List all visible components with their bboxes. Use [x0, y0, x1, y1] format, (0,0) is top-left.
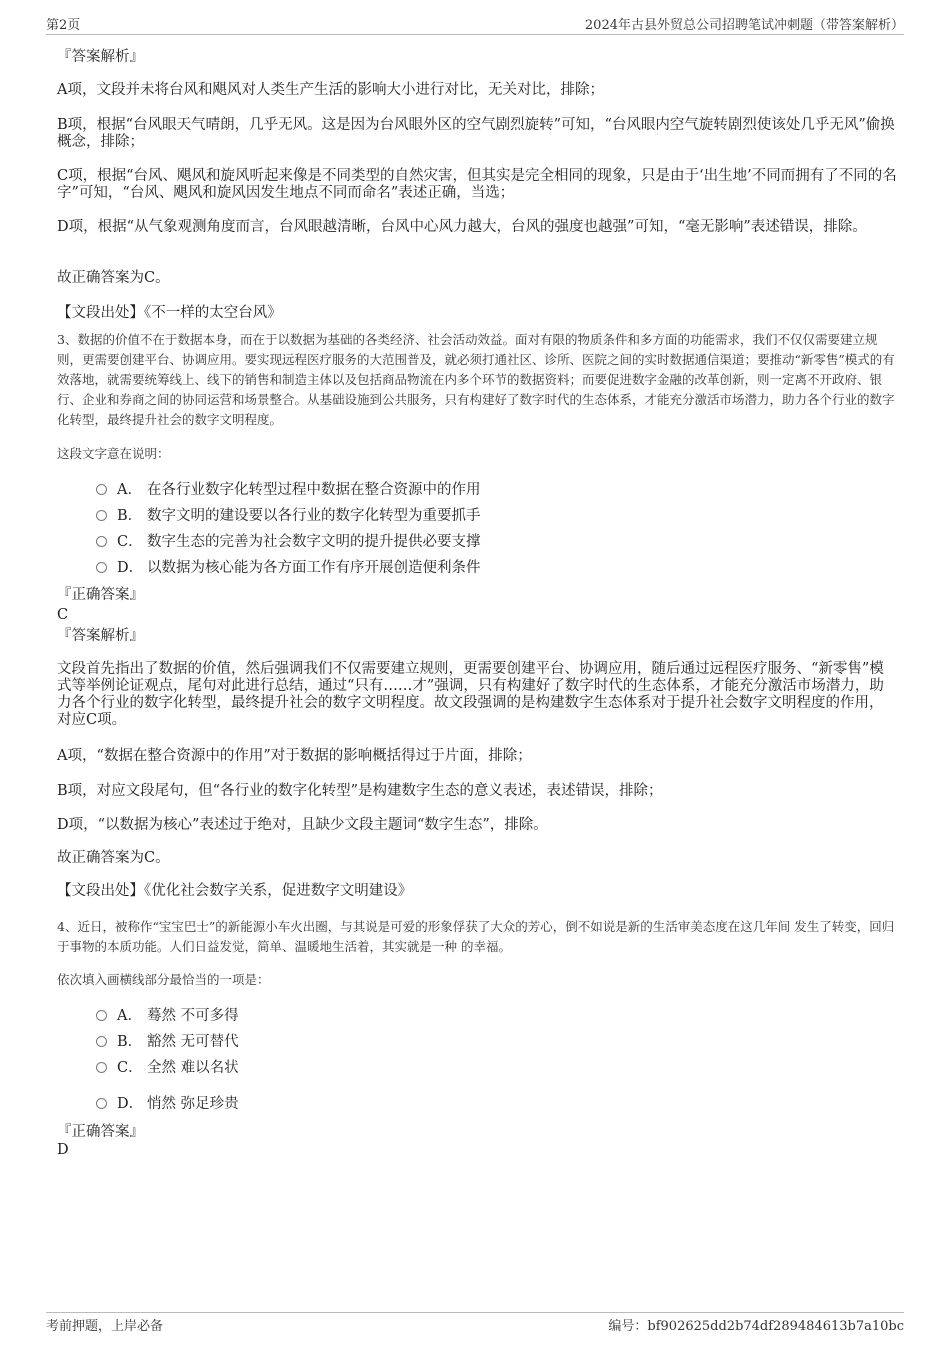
q3-answer: C: [57, 607, 69, 623]
q2-analysis-b: B项，根据“台风眼天气晴朗，几乎无风。这是因为台风眼外区的空气剧烈旋转”可知，“台风眼内空气旋转剧烈使该处几乎无风”偷换概念，排除；: [57, 117, 895, 150]
q3-analysis-b: B项，对应文段尾句，但“各行业的数字化转型”是构建数字生态的意义表述，表述错误，排除；: [57, 783, 663, 799]
q3-analysis-d: D项，“以数据为核心”表述过于绝对，且缺少文段主题词“数字生态”，排除。: [57, 817, 548, 833]
radio-icon[interactable]: [96, 562, 107, 573]
q3-answer-label: 『正确答案』: [57, 587, 144, 603]
q3-question: 这段文字意在说明：: [57, 446, 170, 461]
q2-analysis-label: 『答案解析』: [57, 49, 144, 65]
page-footer: [46, 1312, 904, 1335]
q2-analysis-c: C项，根据“台风、飓风和旋风听起来像是不同类型的自然灾害，但其实是完全相同的现象，只是由于‘出生地’不同而拥有了不同的名字”可知，“台风、飓风和旋风因发生地点不同而命名”表述正确，当选；: [57, 168, 897, 201]
radio-icon[interactable]: [96, 1098, 107, 1109]
q4-stem: 4、近日，被称作“宝宝巴士”的新能源小车火出圈，与其说是可爱的形象俘获了大众的芳心，倒不如说是新的生活审美态度在这几年间 发生了转变，回归于事物的本质功能。人们日益发觉，简单、温暖地生活着，其实就是一种 的幸福。: [57, 919, 895, 954]
q3-analysis-main: 文段首先指出了数据的价值，然后强调我们不仅需要建立规则，更需要创建平台、协调应用，随后通过远程医疗服务、“新零售”模式等举例论证观点，尾句对此进行总结，通过“只有……才”强调，只有构建好了数字时代的生态体系，才能充分激活市场潜力，助力各个行业的数字化转型，最终提升社会的数字文明程度。故文段强调的是构建数字生态体系对于提升社会数字文明程度的作用，对应C项。: [57, 661, 884, 728]
q4-option-c[interactable]: C． 全然 难以名状: [96, 1059, 239, 1077]
footer-slogan: 考前押题，上岸必备: [46, 1319, 164, 1334]
q3-conclusion: 故正确答案为C。: [57, 850, 170, 866]
q2-analysis-a: A项，文段并未将台风和飓风对人类生产生活的影响大小进行对比，无关对比，排除；: [57, 82, 604, 98]
page-number: 第2页: [46, 18, 81, 33]
radio-icon[interactable]: [96, 484, 107, 495]
q3-analysis-a: A项，“数据在整合资源中的作用”对于数据的影响概括得过于片面，排除；: [57, 748, 532, 764]
q3-source: 【文段出处】《优化社会数字关系，促进数字文明建设》: [57, 883, 413, 899]
q4-option-b[interactable]: B． 豁然 无可替代: [96, 1033, 239, 1051]
radio-icon[interactable]: [96, 510, 107, 521]
q3-analysis-label: 『答案解析』: [57, 628, 144, 644]
page-header: [46, 14, 904, 35]
q3-option-a[interactable]: A． 在各行业数字化转型过程中数据在整合资源中的作用: [96, 481, 481, 499]
radio-icon[interactable]: [96, 1036, 107, 1047]
q3-option-d[interactable]: D． 以数据为核心能为各方面工作有序开展创造便利条件: [96, 559, 481, 577]
q4-answer-label: 『正确答案』: [57, 1124, 144, 1140]
q2-source: 【文段出处】《不一样的太空台风》: [57, 305, 282, 321]
q4-option-a[interactable]: A． 蓦然 不可多得: [96, 1007, 239, 1025]
q3-option-b[interactable]: B． 数字文明的建设要以各行业的数字化转型为重要抓手: [96, 507, 481, 525]
document-code: 编号：bf902625dd2b74df289484613b7a10bc: [608, 1319, 904, 1334]
q3-option-c[interactable]: C． 数字生态的完善为社会数字文明的提升提供必要支撑: [96, 533, 481, 551]
q2-analysis-d: D项，根据“从气象观测角度而言，台风眼越清晰，台风中心风力越大，台风的强度也越强”可知，“毫无影响”表述错误，排除。: [57, 219, 867, 235]
q3-stem: 3、数据的价值不在于数据本身，而在于以数据为基础的各类经济、社会活动效益。面对有限的物质条件和多方面的功能需求，我们不仅仅需要建立规则，更需要创建平台、协调应用。要实现远程医疗服务的大范围普及，就必须打通社区、诊所、医院之间的实时数据通信渠道；要推动“新零售”模式的有效落地，就需要统筹线上、线下的销售和制造主体以及包括商品物流在内多个环节的数据资料；而要促进数字金融的改革创新，则一定离不开政府、银行、企业和券商之间的协同运营和场景整合。从基础设施到公共服务，只有构建好了数字时代的生态体系，才能充分激活市场潜力，助力各个行业的数字化转型，最终提升社会的数字文明程度。: [57, 332, 895, 427]
q4-option-d[interactable]: D． 悄然 弥足珍贵: [96, 1095, 239, 1113]
radio-icon[interactable]: [96, 1010, 107, 1021]
document-title: 2024年古县外贸总公司招聘笔试冲刺题（带答案解析）: [584, 18, 904, 33]
q2-conclusion: 故正确答案为C。: [57, 270, 170, 286]
q4-question: 依次填入画横线部分最恰当的一项是：: [57, 972, 270, 987]
q4-answer: D: [57, 1142, 69, 1158]
radio-icon[interactable]: [96, 536, 107, 547]
radio-icon[interactable]: [96, 1062, 107, 1073]
